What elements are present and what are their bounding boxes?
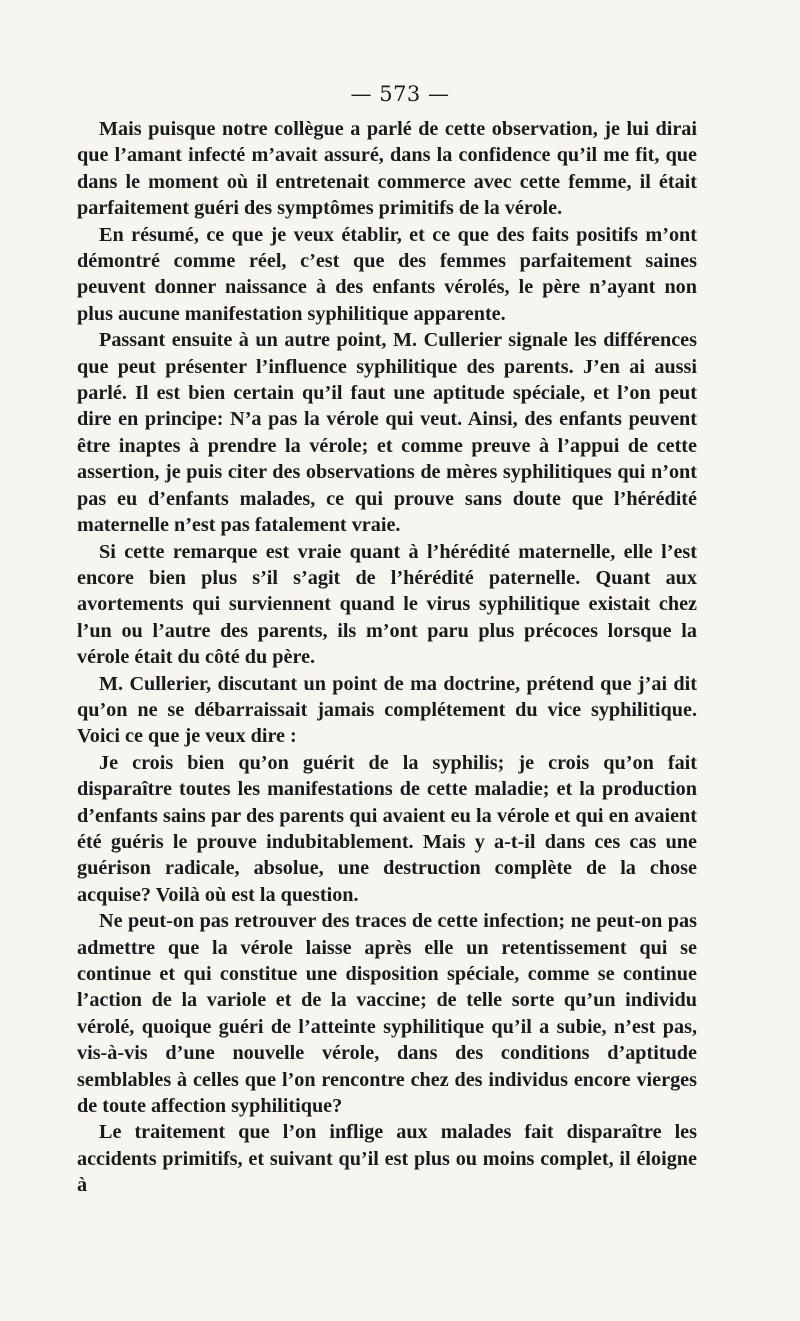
paragraph: En résumé, ce que je veux établir, et ce que des faits positifs m’ont démontré comme réel, c’est que des femmes parfaitement saines peuvent donner naissance à des enfants vérolés, le père n’ayant non plus aucune manifestation syphilitique apparente. xyxy=(77,223,697,325)
page-body xyxy=(77,116,697,1199)
paragraph: Passant ensuite à un autre point, M. Cullerier signale les différences que peut présenter l’influence syphilitique des parents. J’en ai aussi parlé. Il est bien certain qu’il faut une aptitude spéciale, et l’on peut dire en principe: N’a pas la vérole qui veut. Ainsi, des enfants peuvent être inaptes à prendre la vérole; et comme preuve à l’appui de cette assertion, je puis citer des observations de mères syphilitiques qui n’ont pas eu d’enfants malades, ce qui prouve sans doute que l’hérédité maternelle n’est pas fatalement vraie. xyxy=(77,329,697,537)
paragraph: M. Cullerier, discutant un point de ma doctrine, prétend que j’ai dit qu’on ne se débarraissait jamais complétement du vice syphilitique. Voici ce que je veux dire : xyxy=(77,672,697,748)
paragraph: Ne peut-on pas retrouver des traces de cette infection; ne peut-on pas admettre que la vérole laisse après elle un retentissement qui se continue et qui constitue une disposition spéciale, comme se continue l’action de la variole et de la vaccine; de telle sorte qu’un individu vérolé, quoique guéri de l’atteinte syphilitique qu’il a subie, n’est pas, vis-à-vis d’une nouvelle vérole, dans des conditions d’aptitude semblables à celles que l’on rencontre chez des individus encore vierges de toute affection syphilitique? xyxy=(77,910,697,1118)
paragraph: Mais puisque notre collègue a parlé de cette observation, je lui dirai que l’amant infecté m’avait assuré, dans la confidence qu’il me fit, que dans le moment où il entretenait commerce avec cette femme, il était parfaitement guéri des symptômes primitifs de la vérole. xyxy=(77,118,697,220)
paragraph: Je crois bien qu’on guérit de la syphilis; je crois qu’on fait disparaître toutes les manifestations de cette maladie; et la production d’enfants sains par des parents qui avaient eu la vérole et qui en avaient été guéris le prouve indubitablement. Mais y a-t-il dans ces cas une guérison radicale, absolue, une destruction complète de la chose acquise? Voilà où est la question. xyxy=(77,751,697,906)
paragraph: Si cette remarque est vraie quant à l’hérédité maternelle, elle l’est encore bien plus s’il s’agit de l’hérédité paternelle. Quant aux avortements qui surviennent quand le virus syphilitique existait chez l’un ou l’autre des parents, ils m’ont paru plus précoces lorsque la vérole était du côté du père. xyxy=(77,540,697,669)
page-number: — 573 — xyxy=(350,82,450,106)
paragraph: Le traitement que l’on inflige aux malades fait disparaître les accidents primitifs, et suivant qu’il est plus ou moins complet, il éloigne à xyxy=(77,1121,697,1197)
